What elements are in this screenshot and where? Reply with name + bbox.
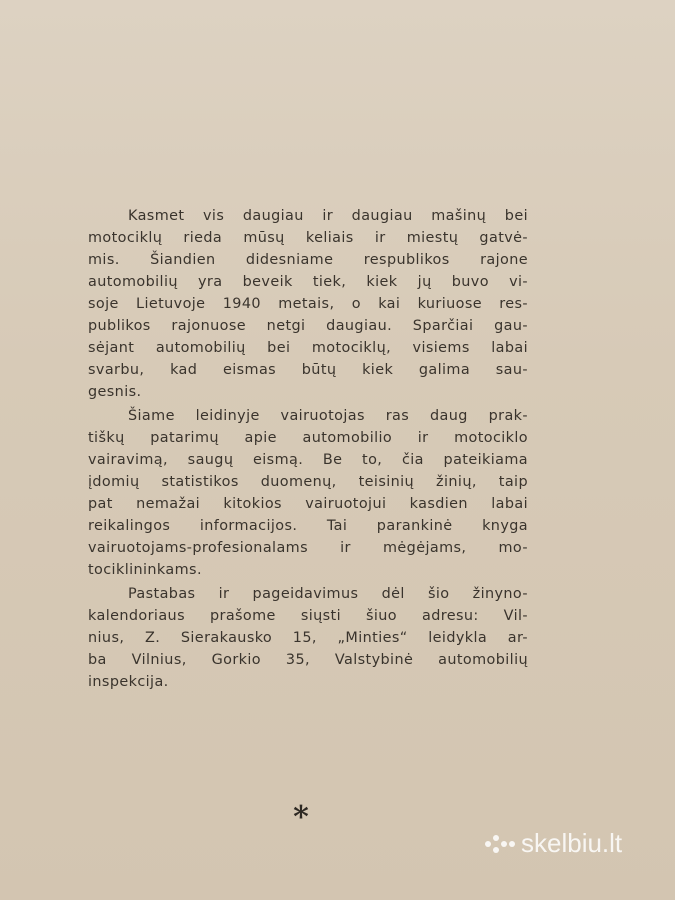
text-line: automobilių yra beveik tiek, kiek jų buvo vi- bbox=[88, 274, 528, 290]
dots-logo-icon bbox=[485, 833, 515, 855]
watermark-text: skelbiu.lt bbox=[521, 828, 623, 858]
text-line: mis. Šiandien didesniame respublikos rajone bbox=[88, 252, 528, 268]
text-line: Pastabas ir pageidavimus dėl šio žinyno- bbox=[128, 586, 528, 602]
preface-text bbox=[88, 205, 528, 693]
text-line: tociklininkams. bbox=[88, 562, 202, 578]
text-line: svarbu, kad eismas būtų kiek galima sau- bbox=[88, 362, 528, 378]
skelbiu-watermark bbox=[485, 828, 622, 859]
text-line: gesnis. bbox=[88, 384, 142, 400]
text-line: pat nemažai kitokios vairuotojui kasdien labai bbox=[88, 496, 528, 512]
text-line: soje Lietuvoje 1940 metais, o kai kuriuose res- bbox=[88, 296, 528, 312]
paragraph bbox=[88, 405, 528, 581]
text-line: motociklų rieda mūsų keliais ir miestų gatvė- bbox=[88, 230, 528, 246]
text-line: inspekcija. bbox=[88, 674, 169, 690]
text-line: Kasmet vis daugiau ir daugiau mašinų bei bbox=[128, 208, 528, 224]
text-line: nius, Z. Sierakausko 15, „Minties“ leidykla ar- bbox=[88, 630, 528, 646]
text-line: Šiame leidinyje vairuotojas ras daug prak- bbox=[128, 408, 528, 424]
text-line: sėjant automobilių bei motociklų, visiems labai bbox=[88, 340, 528, 356]
text-line: tiškų patarimų apie automobilio ir motociklo bbox=[88, 430, 528, 446]
text-line: kalendoriaus prašome siųsti šiuo adresu: Vil- bbox=[88, 608, 528, 624]
text-line: įdomių statistikos duomenų, teisinių žinių, taip bbox=[88, 474, 528, 490]
text-line: vairavimą, saugų eismą. Be to, čia pateikiama bbox=[88, 452, 528, 468]
text-line: ba Vilnius, Gorkio 35, Valstybinė automobilių bbox=[88, 652, 528, 668]
text-line: publikos rajonuose netgi daugiau. Sparčiai gau- bbox=[88, 318, 528, 334]
text-line: vairuotojams-profesionalams ir mėgėjams, mo- bbox=[88, 540, 528, 556]
asterisk-ornament: * bbox=[293, 800, 309, 835]
text-line: reikalingos informacijos. Tai parankinė knyga bbox=[88, 518, 528, 534]
paragraph bbox=[88, 205, 528, 403]
paragraph bbox=[88, 583, 528, 693]
